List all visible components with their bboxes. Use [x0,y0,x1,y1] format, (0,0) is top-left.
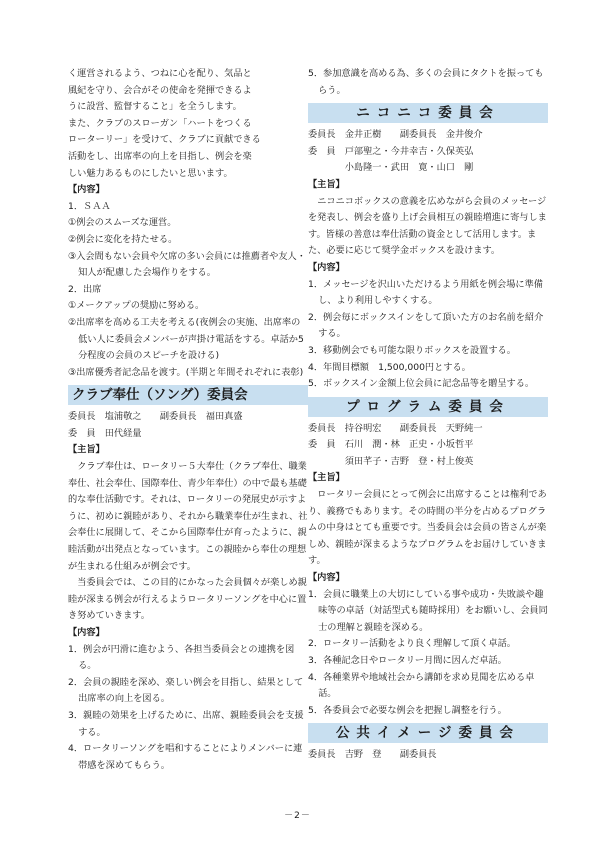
section-heading-content: 【内容】 [68,627,105,638]
nikoniko-item: 3．移動例会でも可能な限りボックスを設置する。 [308,344,516,356]
intro-line: ローターリー」を受けて、クラブに貢献できる [68,134,261,146]
section-heading-purpose: 【主旨】 [308,472,345,484]
member-line: 小島隆一・武田 寛・山口 剛 [308,162,474,174]
section-heading-content: 【内容】 [308,261,345,273]
member-line: 委 員 石川 潤・林 正史・小坂哲平 [308,439,474,451]
nikoniko-item: 2．例会毎にボックスインをして頂いた方のお名前を紹介する。 [308,311,544,340]
attendance-item: ②出席率を高める工夫を考える(夜例会の実施、出席率の低い人に委員会メンバーが声掛け電話をする。卓話か5分程度の会員のスピーチを設ける) [68,316,304,362]
section-heading-purpose: 【主旨】 [308,178,345,190]
club-service-banner: クラブ奉仕（ソング）委員会 [68,385,308,405]
member-line: 委員長 持谷明宏 副委員長 天野純一 [308,422,483,434]
intro-line: 風紀を守り、会合がその使命を発揮できるよ [68,84,252,96]
right-column [308,66,548,764]
page-number: －2－ [284,811,311,821]
program-item: 4．各種業界や地域社会から講師を求め見聞を広める卓話。 [308,671,535,700]
member-line: 須田芊子・吉野 登・村上俊英 [308,455,474,467]
nikoniko-banner: ニコニコ委員会 [308,103,548,123]
left-column [68,66,308,774]
saa-item: ③入会間もない会員や欠席の多い会員には推薦者や友人・知人が配慮した会場作りをする。 [68,250,306,279]
body-paragraph: クラブ奉仕は、ロータリー５大奉仕（クラブ奉仕、職業奉仕、社会奉仕、国際奉仕、青少年奉仕）の中で最も基礎的な奉仕活動です。それは、ロータリーの発展史が示すように、初めに親睦があり、それから職業奉仕が生まれ、社会奉仕に展開して、そこから国際奉仕が育ったように、親睦活動が出発点となっています。この親睦から奉仕の理想が生まれる仕組みが例会です。 [68,461,308,572]
program-item: 2．ロータリー活動をより良く理解して頂く卓話。 [308,638,516,650]
nikoniko-item: 4．年間目標額 1,500,000円とする。 [308,361,471,373]
attendance-title: 2．出席 [68,283,102,295]
saa-item: ②例会に変化を持たせる。 [68,233,178,245]
club-item: 3．親睦の効果を上げるために、出席、親睦委員会を支援する。 [68,709,304,738]
intro-line: うに設営、監督すること」を全うします。 [68,101,242,113]
carry-over-item: 5．参加意識を高める為、多くの会員にタクトを振ってもらう。 [308,68,544,96]
club-item: 4．ロータリーソングを唱和することによりメンバーに連帯感を深めてもらう。 [68,743,303,771]
intro-line: 活動をし、出席率の向上を目指し、例会を楽 [68,150,252,162]
member-line: 委 員 戸部聖之・今井幸吉・久保英弘 [308,145,474,157]
body-paragraph: 当委員会では、この目的にかなった会員個々が楽しめ親睦が深まる例会が行えるようロータリーソングを中心に置き努めていきます。 [68,577,307,622]
section-heading-purpose: 【主旨】 [68,444,105,456]
member-line: 委員長 吉野 登 副委員長 [308,749,437,761]
intro-line: く運営されるよう、つねに心を配り、気品と [68,68,252,79]
nikoniko-item: 5．ボックスイン金額上位会員に記念品等を贈呈する。 [308,378,535,390]
program-item: 1．会員に職業上の大切にしている事や成功・失敗談や趣味等の卓話（対話型式も随時採用）をお願いし、会員同士の理解と親睦を深める。 [308,588,548,633]
program-item: 3．各種記念日やロータリー月間に因んだ卓話。 [308,655,507,666]
member-line: 委員長 金井正樹 副委員長 金井俊介 [308,129,483,141]
member-line: 委 員 田代経量 [68,427,142,439]
club-item: 1．例会が円滑に進むよう、各担当委員会との連携を図る。 [68,643,295,672]
body-paragraph: ニコニコボックスの意義を広めながら会員のメッセージを発表し、例会を盛り上げ会員相互の親睦増進に寄与します。皆様の善意は奉仕活動の資金として活用します。また、必要に応じて奨学金ボックスを設けます。 [308,195,547,257]
club-item: 2．会員の親睦を深め、楽しい例会を目指し、結果として出席率の向上を図る。 [68,676,304,705]
member-line: 委員長 塩浦敬之 副委員長 福田真盛 [68,411,243,423]
public-image-banner: 公共イメージ委員会 [308,723,548,743]
program-banner: プログラム委員会 [308,397,548,417]
attendance-item: ①メークアップの奨励に努める。 [68,300,205,312]
nikoniko-item: 1．メッセージを沢山いただけるよう用紙を例会場に準備し、より利用しやすくする。 [308,278,543,307]
intro-line: また、クラブのスローガン「ハートをつくる [68,117,252,129]
attendance-item: ③出席優秀者記念品を渡す。(半期と年間それぞれに表彰) [68,366,304,378]
section-heading-content: 【内容】 [308,572,345,584]
program-item: 5．各委員会で必要な例会を把握し調整を行う。 [308,704,507,716]
body-paragraph: ロータリー会員にとって例会に出席することは権利であり、義務でもあります。その時間の半分を占めるプログラムの中身はとても重要です。当委員会は会員の皆さんが楽しめ、親睦が深まるようなプログラムをお届けしていきます。 [308,489,547,567]
section-heading-content: 【内容】 [68,184,105,196]
saa-title: 1．ＳＡＡ [68,200,111,212]
intro-line: しい魅力あるものにしたいと思います。 [68,167,233,179]
saa-item: ①例会のスムーズな運営。 [68,217,177,229]
